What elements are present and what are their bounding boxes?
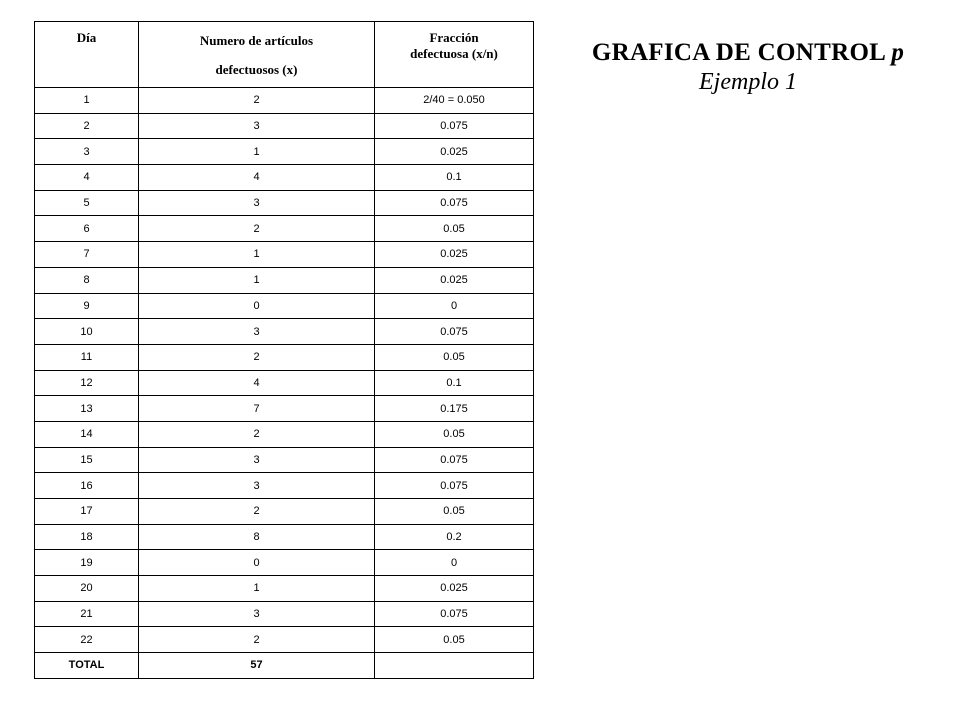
cell-day: 4 [35, 165, 139, 191]
table-row [35, 139, 534, 165]
cell-defects: 2 [139, 216, 375, 242]
table-row [35, 421, 534, 447]
cell-day: 8 [35, 267, 139, 293]
cell-defects: 1 [139, 242, 375, 268]
cell-fraction: 0.05 [375, 216, 534, 242]
header-fraction-line2: defectuosa (x/n) [410, 46, 498, 61]
cell-defects: 2 [139, 421, 375, 447]
page-title [567, 38, 929, 68]
cell-fraction: 0 [375, 293, 534, 319]
cell-fraction: 0.025 [375, 139, 534, 165]
table-row [35, 190, 534, 216]
cell-fraction: 0.025 [375, 242, 534, 268]
total-defects: 57 [139, 653, 375, 679]
table-row [35, 550, 534, 576]
cell-day: 1 [35, 88, 139, 114]
cell-defects: 2 [139, 344, 375, 370]
table-body [35, 88, 534, 679]
table-row [35, 88, 534, 114]
cell-defects: 2 [139, 88, 375, 114]
cell-fraction: 0.025 [375, 267, 534, 293]
cell-defects: 3 [139, 601, 375, 627]
header-fraction-line1: Fracción [429, 30, 479, 45]
cell-day: 14 [35, 421, 139, 447]
cell-defects: 0 [139, 293, 375, 319]
cell-day: 3 [35, 139, 139, 165]
table-row [35, 473, 534, 499]
cell-defects: 2 [139, 627, 375, 653]
table-row [35, 627, 534, 653]
table-row [35, 242, 534, 268]
cell-fraction: 0.05 [375, 421, 534, 447]
table-row [35, 447, 534, 473]
cell-day: 6 [35, 216, 139, 242]
header-defects [139, 22, 375, 88]
cell-fraction: 0.2 [375, 524, 534, 550]
cell-day: 18 [35, 524, 139, 550]
cell-fraction: 0.075 [375, 447, 534, 473]
table-row [35, 319, 534, 345]
cell-defects: 4 [139, 165, 375, 191]
table-row [35, 524, 534, 550]
cell-defects: 0 [139, 550, 375, 576]
cell-day: 20 [35, 576, 139, 602]
cell-day: 17 [35, 499, 139, 525]
header-fraction [375, 22, 534, 88]
cell-day: 5 [35, 190, 139, 216]
cell-day: 12 [35, 370, 139, 396]
header-day-label: Día [76, 30, 97, 45]
cell-defects: 3 [139, 319, 375, 345]
cell-day: 10 [35, 319, 139, 345]
cell-defects: 1 [139, 576, 375, 602]
cell-defects: 3 [139, 113, 375, 139]
cell-defects: 3 [139, 447, 375, 473]
cell-defects: 3 [139, 473, 375, 499]
cell-defects: 4 [139, 370, 375, 396]
table-row [35, 293, 534, 319]
cell-fraction: 0 [375, 550, 534, 576]
table-row [35, 601, 534, 627]
cell-day: 21 [35, 601, 139, 627]
title-block [567, 38, 929, 96]
cell-fraction: 0.05 [375, 627, 534, 653]
table-header-row [35, 22, 534, 88]
cell-fraction: 0.075 [375, 473, 534, 499]
table-row [35, 396, 534, 422]
cell-day: 2 [35, 113, 139, 139]
table-row [35, 499, 534, 525]
header-day [35, 22, 139, 88]
cell-fraction: 0.075 [375, 601, 534, 627]
table-row [35, 344, 534, 370]
header-defects-line1: Numero de artículos [199, 32, 314, 48]
cell-defects: 7 [139, 396, 375, 422]
total-label: TOTAL [35, 653, 139, 679]
cell-fraction: 0.1 [375, 165, 534, 191]
defects-table [34, 21, 534, 679]
cell-defects: 1 [139, 139, 375, 165]
cell-fraction: 0.075 [375, 113, 534, 139]
cell-day: 9 [35, 293, 139, 319]
table-row [35, 216, 534, 242]
cell-defects: 3 [139, 190, 375, 216]
cell-day: 22 [35, 627, 139, 653]
cell-defects: 1 [139, 267, 375, 293]
cell-fraction: 0.025 [375, 576, 534, 602]
table-row [35, 576, 534, 602]
cell-day: 11 [35, 344, 139, 370]
cell-fraction: 0.175 [375, 396, 534, 422]
cell-fraction: 0.05 [375, 344, 534, 370]
cell-fraction: 0.075 [375, 319, 534, 345]
cell-day: 13 [35, 396, 139, 422]
cell-day: 16 [35, 473, 139, 499]
cell-fraction: 0.05 [375, 499, 534, 525]
table-total-row [35, 653, 534, 679]
title-symbol: p [891, 39, 905, 66]
cell-defects: 2 [139, 499, 375, 525]
total-fraction [375, 653, 534, 679]
cell-fraction: 0.075 [375, 190, 534, 216]
title-main-text: GRAFICA DE CONTROL [591, 39, 885, 66]
table-row [35, 165, 534, 191]
header-defects-line2: defectuosos (x) [215, 61, 298, 77]
cell-fraction: 0.1 [375, 370, 534, 396]
cell-day: 7 [35, 242, 139, 268]
table-row [35, 370, 534, 396]
cell-day: 19 [35, 550, 139, 576]
cell-defects: 8 [139, 524, 375, 550]
table-row [35, 267, 534, 293]
cell-fraction: 2/40 = 0.050 [375, 88, 534, 114]
cell-day: 15 [35, 447, 139, 473]
table-row [35, 113, 534, 139]
page-subtitle: Ejemplo 1 [699, 69, 797, 95]
